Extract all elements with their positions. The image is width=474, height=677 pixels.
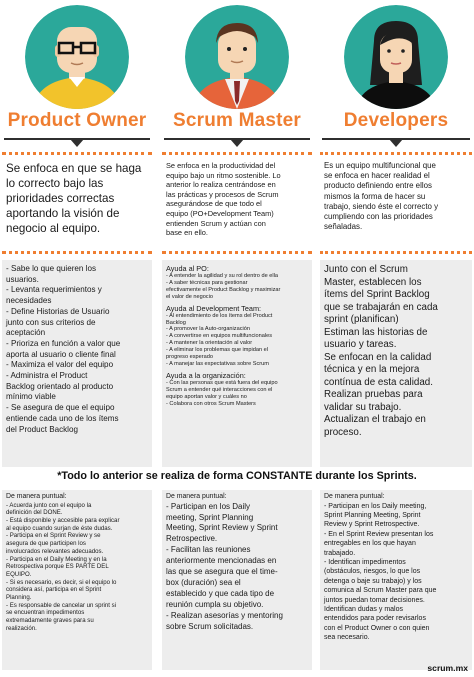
title-caret	[230, 139, 244, 147]
product-owner-responsibilities: - Sabe lo que quieren los usuarios. - Levanta requerimientos y necesidades - Define Historias de Usuario junto con sus criterios de aceptación - Prioriza en función a valor que aporta al usuario o cliente final - Maximiza el valor del equipo - Administra el Product Backlog orientado al producto mínimo viable - Se asegura de que el equipo entiende cada uno de los ítems del Product Backlog	[2, 260, 152, 467]
developer-avatar-icon	[344, 5, 448, 109]
title-caret	[70, 139, 84, 147]
developers-description: Es un equipo multifuncional que se enfoca en hacer realidad el producto definiendo entre ellos mismos la forma de hacer su trabajo, siendo éste el correcto y cumpliendo con las prioridades señaladas.	[320, 152, 472, 254]
role-title-scrum-master: Scrum Master	[172, 110, 302, 131]
role-title-developers: Developers	[343, 110, 449, 131]
developers-responsibilities: Junto con el Scrum Master, establecen los ítems del Sprint Backlog que se trabajarán en cada sprint (planifican) Estiman las historias de usuario y tareas. Se enfocan en la calidad técnica y en la mejora contínua de esta calidad. Realizan pruebas para validar su trabajo. Actualizan el trabajo en proceso.	[320, 260, 472, 467]
scrum-master-avatar-icon	[185, 5, 289, 109]
scrum-master-help-areas: Ayuda al PO: - A entender la agilidad y su rol dentro de ella - A saber técnicas para gestionar efectivamente el Product Backlog y maximizar el valor de negocio Ayuda al Development Team: - Al entendimiento de los ítems del Product Backlog - A promover la Auto-organización - A convertirse en equipos multifuncionales - A mantener la orientación al valor - A eliminar los problemas que impidan el progreso esperado - A manejar las expectativas sobre Scrum Ayuda a la organización: - Con las personas que está fuera del equipo Scrum a entender qué interacciones con el equipo aportan valor y cuáles no - Colabora con otros Scrum Masters	[162, 260, 312, 467]
constant-note: *Todo lo anterior se realiza de forma CONSTANTE durante los Sprints.	[57, 470, 417, 482]
product-owner-avatar-icon	[25, 5, 129, 109]
help-po-heading: Ayuda al PO:	[166, 264, 209, 273]
developers-specific-duties: De manera puntual: - Participan en los Daily meeting, Sprint Planning Meeting, Sprint Review y Sprint Retrospective. - En el Sprint Review presentan los entregables en los que hayan trabajado. - Identifican impedimentos (obstáculos, riesgos, lo que los detenga o baje su trabajo) y los comunica al Scrum Master para que juntos puedan tomar decisiones. Identifican dudas y malos entendidos para poder revisarlos con el Product Owner o con quien sea necesario.	[320, 490, 472, 670]
scrum-master-description: Se enfoca en la productividad del equipo bajo un ritmo sostenible. Lo anterior lo realiza centrándose en las prácticas y procesos de Scrum asegurándose de que todo el equipo (PO+Development Team) entienden Scrum y actúan con base en ello.	[162, 152, 312, 254]
role-title-product-owner: Product Owner	[7, 110, 147, 131]
help-org-heading: Ayuda a la organización:	[166, 370, 246, 380]
scrum-master-specific-duties: De manera puntual: - Participan en los Daily meeting, Sprint Planning Meeting, Sprint Review y Sprint Retrospective. - Facilitan las reuniones anteriormente mencionadas en las que se asegura que el time- box (duración) sea el establecido y que cada tipo de reunión cumpla su objetivo. - Realizan asesorías y mentoring sobre Scrum solicitadas.	[162, 490, 312, 670]
product-owner-specific-duties: De manera puntual: - Acuerda junto con el equipo la definición del DONE. - Está disponible y accesible para explicar al equipo cuando surjan de éste dudas. - Participa en el Sprint Review y se asegura de que participen los involucrados relevantes adecuados. - Participa en el Daily Meeting y en la Retrospectiva porque ES PARTE DEL EQUIPO. - Si es necesario, es decir, si el equipo lo considera así, participa en el Sprint Planning. - Es responsable de cancelar un sprint si se encuentran impedimentos extremadamente graves para su realización.	[2, 490, 152, 670]
brand-footer: scrum.mx	[427, 663, 468, 673]
title-caret	[389, 139, 403, 147]
product-owner-description: Se enfoca en que se haga lo correcto bajo las prioridades correctas aportando la visión de negocio al equipo.	[2, 152, 152, 254]
help-team-heading: Ayuda al Development Team:	[166, 303, 262, 313]
